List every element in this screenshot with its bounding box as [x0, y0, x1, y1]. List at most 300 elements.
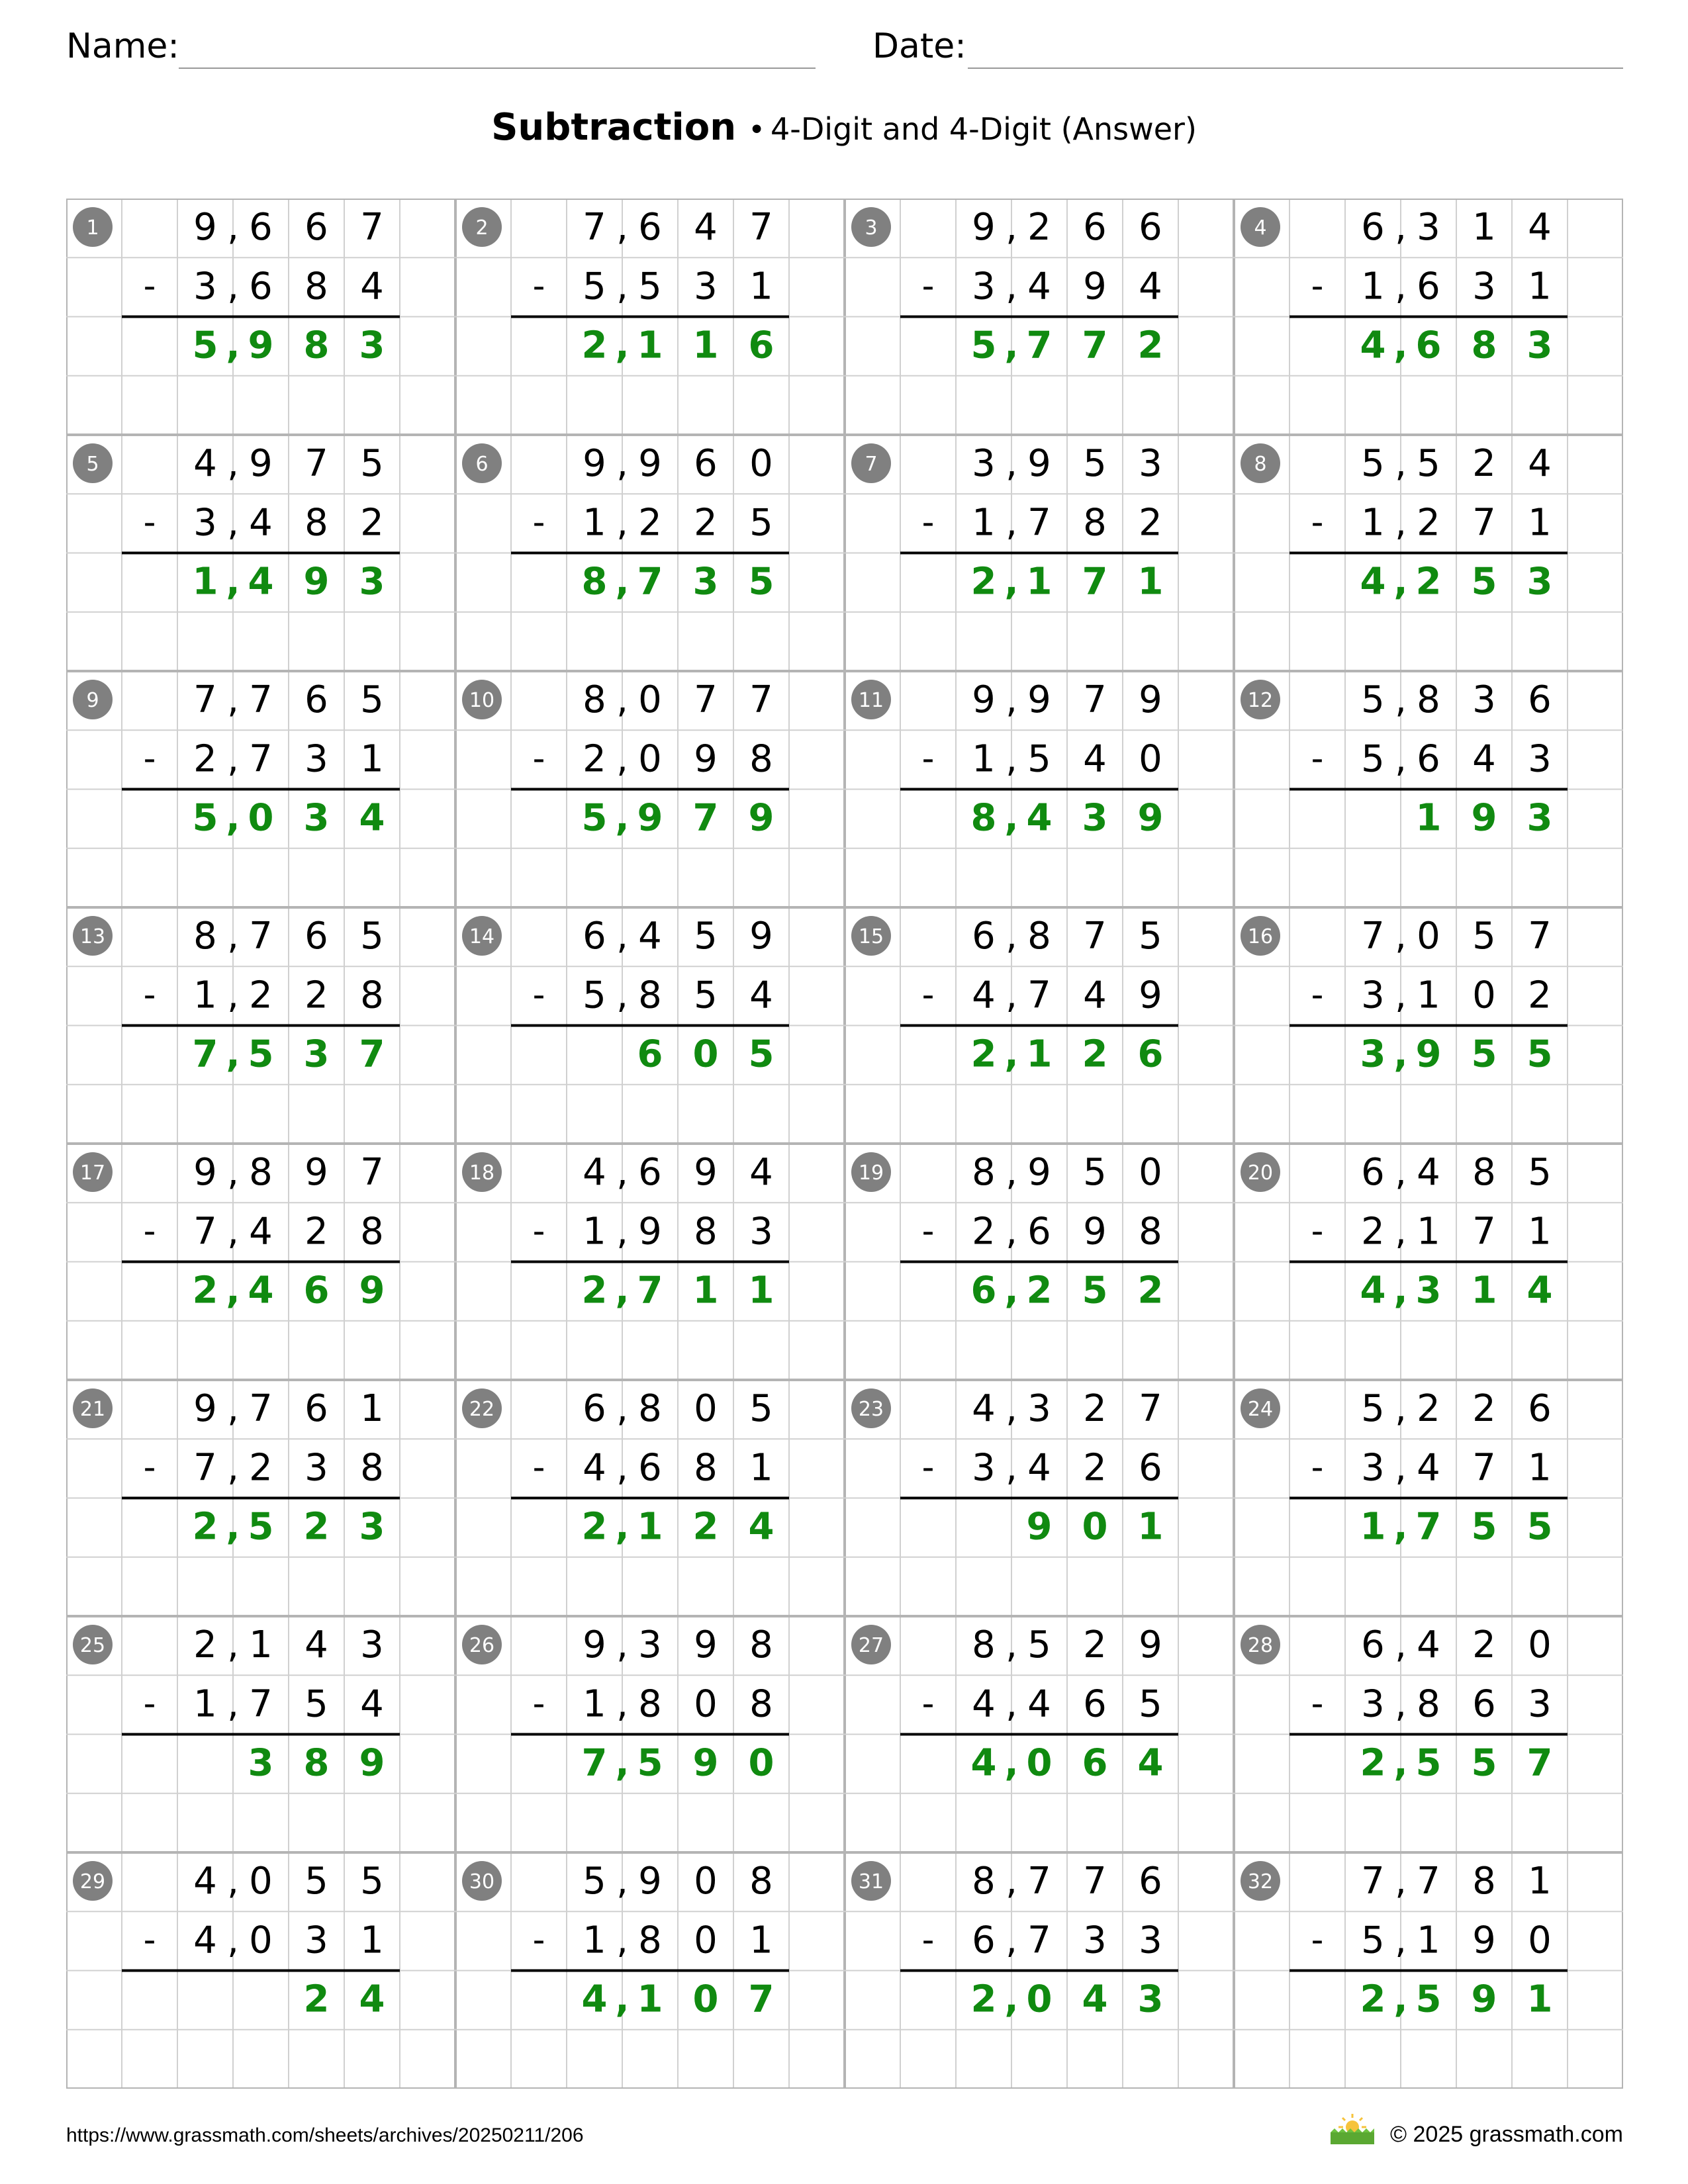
- subtrahend-digit: 1: [749, 1919, 773, 1962]
- answer-comma: ,: [1004, 324, 1019, 367]
- minuend-digit: 2: [1083, 1623, 1107, 1666]
- subtrahend-digit: 4: [1083, 737, 1107, 781]
- minuend-digit: 2: [193, 1623, 217, 1666]
- answer-digit: 1: [1526, 1978, 1553, 2021]
- answer-digit: 3: [1082, 796, 1108, 840]
- subtrahend-comma: ,: [1395, 265, 1407, 308]
- minuend-digit: 7: [1417, 1860, 1440, 1903]
- answer-comma: ,: [1393, 560, 1408, 604]
- title-separator: •: [748, 113, 766, 147]
- name-line[interactable]: [179, 68, 816, 69]
- subtrahend-digit: 1: [972, 501, 996, 545]
- answer-digit: 1: [1360, 1505, 1386, 1549]
- problem-number: 11: [858, 689, 884, 712]
- subtrahend-digit: 0: [694, 1682, 718, 1726]
- subtrahend-digit: 2: [1528, 974, 1552, 1017]
- subtrahend-digit: 1: [1528, 501, 1552, 545]
- answer-digit: 1: [1137, 560, 1164, 604]
- answer-digit: 9: [1415, 1032, 1442, 1076]
- subtrahend-digit: 6: [638, 1446, 662, 1490]
- answer-comma: ,: [1393, 1978, 1408, 2021]
- answer-digit: 0: [1026, 1741, 1053, 1785]
- subtrahend-digit: 8: [1139, 1210, 1162, 1253]
- minuend-digit: 6: [1083, 206, 1107, 249]
- minus-sign: -: [532, 975, 545, 1015]
- subtrahend-digit: 3: [1361, 1446, 1385, 1490]
- minuend-digit: 9: [305, 1151, 328, 1194]
- minus-sign: -: [532, 1211, 545, 1251]
- minuend-digit: 5: [1472, 915, 1496, 958]
- answer-digit: 9: [359, 1741, 385, 1785]
- minuend-digit: 7: [1083, 1860, 1107, 1903]
- answer-digit: 5: [1471, 560, 1497, 604]
- subtrahend-digit: 6: [1417, 265, 1440, 308]
- minuend-digit: 2: [1417, 1387, 1440, 1430]
- title-subtitle: 4-Digit and 4-Digit (Answer): [771, 111, 1197, 147]
- subtrahend-digit: 3: [1472, 265, 1496, 308]
- date-line[interactable]: [968, 68, 1623, 69]
- answer-digit: 2: [970, 1032, 997, 1076]
- subtrahend-digit: 1: [360, 737, 384, 781]
- subtrahend-comma: ,: [227, 1919, 239, 1962]
- minuend-digit: 9: [1027, 678, 1051, 721]
- subtrahend-digit: 2: [249, 974, 273, 1017]
- answer-digit: 4: [1360, 324, 1386, 367]
- answer-comma: ,: [1393, 1032, 1408, 1076]
- answer-digit: 2: [1082, 1032, 1108, 1076]
- minuend-digit: 5: [1528, 1151, 1552, 1194]
- subtrahend-digit: 6: [972, 1919, 996, 1962]
- answer-digit: 6: [303, 1269, 330, 1312]
- minuend-digit: 4: [694, 206, 718, 249]
- answer-digit: 9: [1026, 1505, 1053, 1549]
- minuend-digit: 7: [360, 1151, 384, 1194]
- minuend-digit: 9: [1139, 1623, 1162, 1666]
- minuend-digit: 0: [1417, 915, 1440, 958]
- subtrahend-digit: 5: [1361, 1919, 1385, 1962]
- minuend-comma: ,: [227, 1151, 239, 1194]
- minuend-comma: ,: [227, 1860, 239, 1903]
- answer-digit: 5: [1415, 1978, 1442, 2021]
- minuend-comma: ,: [1006, 678, 1017, 721]
- subtrahend-digit: 4: [1139, 265, 1162, 308]
- answer-digit: 7: [581, 1741, 608, 1785]
- minuend-digit: 9: [972, 206, 996, 249]
- answer-digit: 4: [581, 1978, 608, 2021]
- answer-digit: 8: [581, 560, 608, 604]
- subtrahend-comma: ,: [616, 1919, 628, 1962]
- subtrahend-digit: 4: [1027, 1682, 1051, 1726]
- minuend-digit: 5: [1139, 915, 1162, 958]
- minuend-digit: 7: [583, 206, 606, 249]
- minus-sign: -: [1311, 1920, 1324, 1960]
- answer-comma: ,: [615, 1269, 630, 1312]
- subtrahend-digit: 0: [1528, 1919, 1552, 1962]
- answer-comma: ,: [1004, 1269, 1019, 1312]
- subtrahend-digit: 4: [360, 265, 384, 308]
- subtrahend-digit: 0: [1139, 737, 1162, 781]
- minuend-digit: 6: [305, 206, 328, 249]
- minuend-comma: ,: [1006, 1860, 1017, 1903]
- answer-comma: ,: [1004, 1032, 1019, 1076]
- problem-number: 26: [469, 1634, 495, 1657]
- answer-digit: 6: [637, 1032, 663, 1076]
- minuend-digit: 9: [638, 442, 662, 485]
- problem-number: 27: [858, 1634, 884, 1657]
- subtrahend-comma: ,: [616, 501, 628, 545]
- subtrahend-digit: 3: [1528, 1682, 1552, 1726]
- minuend-digit: 4: [1528, 442, 1552, 485]
- subtrahend-digit: 5: [583, 974, 606, 1017]
- subtrahend-digit: 7: [1027, 1919, 1051, 1962]
- subtrahend-digit: 3: [972, 1446, 996, 1490]
- answer-digit: 2: [970, 1978, 997, 2021]
- minuend-digit: 4: [638, 915, 662, 958]
- problem-number: 22: [469, 1398, 495, 1421]
- subtrahend-comma: ,: [1395, 1210, 1407, 1253]
- minuend-comma: ,: [616, 1387, 628, 1430]
- minuend-digit: 6: [583, 1387, 606, 1430]
- answer-digit: 8: [970, 796, 997, 840]
- page-title: [0, 106, 1688, 149]
- answer-digit: 5: [192, 796, 218, 840]
- answer-digit: 6: [1415, 324, 1442, 367]
- subtrahend-digit: 9: [1139, 974, 1162, 1017]
- minuend-digit: 8: [1417, 678, 1440, 721]
- answer-digit: 7: [692, 796, 719, 840]
- answer-digit: 2: [1026, 1269, 1053, 1312]
- answer-digit: 9: [748, 796, 774, 840]
- subtrahend-digit: 1: [360, 1919, 384, 1962]
- subtrahend-comma: ,: [1006, 501, 1017, 545]
- answer-digit: 1: [1137, 1505, 1164, 1549]
- answer-comma: ,: [615, 324, 630, 367]
- subtrahend-comma: ,: [227, 1682, 239, 1726]
- footer-copyright: © 2025 grassmath.com: [1390, 2122, 1623, 2147]
- minuend-digit: 8: [249, 1151, 273, 1194]
- minus-sign: -: [532, 1447, 545, 1488]
- minuend-digit: 5: [749, 1387, 773, 1430]
- answer-digit: 1: [637, 324, 663, 367]
- answer-comma: ,: [1004, 1741, 1019, 1785]
- answer-digit: 3: [248, 1741, 274, 1785]
- problem-number: 3: [865, 216, 878, 240]
- minus-sign: -: [143, 1920, 156, 1960]
- subtrahend-digit: 4: [249, 1210, 273, 1253]
- minuend-digit: 1: [1472, 206, 1496, 249]
- subtrahend-digit: 1: [583, 501, 606, 545]
- minuend-digit: 2: [1083, 1387, 1107, 1430]
- answer-digit: 2: [970, 560, 997, 604]
- minuend-digit: 3: [1472, 678, 1496, 721]
- problem-number: 1: [86, 216, 99, 240]
- subtrahend-digit: 4: [193, 1919, 217, 1962]
- answer-digit: 5: [637, 1741, 663, 1785]
- minus-sign: -: [921, 1920, 935, 1960]
- minuend-digit: 8: [972, 1623, 996, 1666]
- minuend-comma: ,: [616, 1860, 628, 1903]
- minuend-digit: 3: [1417, 206, 1440, 249]
- minuend-digit: 4: [1417, 1151, 1440, 1194]
- minus-sign: -: [1311, 739, 1324, 779]
- subtrahend-digit: 1: [972, 737, 996, 781]
- minuend-digit: 4: [193, 442, 217, 485]
- answer-digit: 3: [692, 560, 719, 604]
- answer-digit: 4: [248, 1269, 274, 1312]
- minuend-comma: ,: [616, 1623, 628, 1666]
- minuend-comma: ,: [616, 915, 628, 958]
- answer-digit: 4: [1526, 1269, 1553, 1312]
- minuend-comma: ,: [616, 442, 628, 485]
- answer-digit: 3: [359, 1505, 385, 1549]
- minuend-digit: 7: [1361, 915, 1385, 958]
- minuend-digit: 7: [249, 1387, 273, 1430]
- subtrahend-digit: 8: [638, 1682, 662, 1726]
- answer-digit: 2: [1360, 1978, 1386, 2021]
- answer-digit: 1: [1026, 560, 1053, 604]
- subtrahend-comma: ,: [1006, 1919, 1017, 1962]
- name-label: Name:: [66, 26, 179, 66]
- subtrahend-digit: 8: [694, 1210, 718, 1253]
- minus-sign: -: [921, 1684, 935, 1724]
- answer-digit: 5: [1471, 1741, 1497, 1785]
- minuend-digit: 5: [1083, 442, 1107, 485]
- subtrahend-digit: 8: [305, 501, 328, 545]
- minuend-digit: 8: [1472, 1860, 1496, 1903]
- answer-digit: 5: [1526, 1505, 1553, 1549]
- answer-digit: 1: [637, 1505, 663, 1549]
- minuend-digit: 3: [972, 442, 996, 485]
- problem-number: 30: [469, 1870, 495, 1893]
- subtrahend-digit: 2: [972, 1210, 996, 1253]
- minuend-digit: 1: [360, 1387, 384, 1430]
- subtrahend-digit: 8: [360, 1446, 384, 1490]
- minus-sign: -: [143, 1211, 156, 1251]
- minuend-comma: ,: [1006, 1623, 1017, 1666]
- minuend-digit: 0: [1528, 1623, 1552, 1666]
- minuend-digit: 8: [972, 1860, 996, 1903]
- minuend-digit: 5: [360, 442, 384, 485]
- problem-number: 19: [858, 1161, 884, 1185]
- minuend-digit: 9: [1027, 1151, 1051, 1194]
- subtrahend-comma: ,: [1395, 974, 1407, 1017]
- answer-digit: 3: [1526, 796, 1553, 840]
- answer-digit: 5: [970, 324, 997, 367]
- subtrahend-digit: 1: [583, 1919, 606, 1962]
- problem-number: 18: [469, 1161, 495, 1185]
- worksheet-grid: [66, 199, 1623, 2089]
- minuend-digit: 7: [1083, 678, 1107, 721]
- answer-digit: 4: [1137, 1741, 1164, 1785]
- answer-digit: 5: [192, 324, 218, 367]
- subtrahend-comma: ,: [616, 265, 628, 308]
- minuend-digit: 1: [1528, 1860, 1552, 1903]
- subtrahend-comma: ,: [1395, 1682, 1407, 1726]
- subtrahend-digit: 1: [1528, 1210, 1552, 1253]
- minuend-digit: 5: [1361, 678, 1385, 721]
- subtrahend-digit: 2: [694, 501, 718, 545]
- subtrahend-digit: 4: [249, 501, 273, 545]
- minuend-comma: ,: [1006, 1151, 1017, 1194]
- subtrahend-digit: 5: [694, 974, 718, 1017]
- subtrahend-digit: 8: [749, 737, 773, 781]
- problem-number: 10: [469, 689, 495, 712]
- minuend-digit: 7: [1139, 1387, 1162, 1430]
- subtrahend-digit: 6: [1083, 1682, 1107, 1726]
- answer-digit: 3: [303, 1032, 330, 1076]
- problem-number: 25: [79, 1634, 106, 1657]
- subtrahend-digit: 2: [249, 1446, 273, 1490]
- minuend-comma: ,: [227, 1623, 239, 1666]
- subtrahend-digit: 8: [360, 974, 384, 1017]
- minus-sign: -: [532, 1684, 545, 1724]
- minuend-digit: 9: [694, 1623, 718, 1666]
- answer-digit: 4: [748, 1505, 774, 1549]
- subtrahend-digit: 5: [1027, 737, 1051, 781]
- answer-digit: 7: [359, 1032, 385, 1076]
- answer-digit: 1: [1415, 796, 1442, 840]
- subtrahend-digit: 8: [1417, 1682, 1440, 1726]
- subtrahend-digit: 1: [1417, 1919, 1440, 1962]
- answer-digit: 8: [303, 1741, 330, 1785]
- subtrahend-digit: 1: [583, 1210, 606, 1253]
- answer-digit: 7: [1415, 1505, 1442, 1549]
- minuend-digit: 5: [583, 1860, 606, 1903]
- minuend-digit: 4: [972, 1387, 996, 1430]
- answer-digit: 5: [748, 1032, 774, 1076]
- answer-digit: 3: [1526, 560, 1553, 604]
- minus-sign: -: [921, 975, 935, 1015]
- minus-sign: -: [921, 502, 935, 543]
- subtrahend-digit: 2: [1139, 501, 1162, 545]
- answer-digit: 6: [970, 1269, 997, 1312]
- answer-digit: 9: [359, 1269, 385, 1312]
- minus-sign: -: [921, 1447, 935, 1488]
- minuend-digit: 0: [249, 1860, 273, 1903]
- subtrahend-comma: ,: [616, 1210, 628, 1253]
- subtrahend-digit: 4: [749, 974, 773, 1017]
- minuend-digit: 0: [694, 1387, 718, 1430]
- answer-digit: 0: [1082, 1505, 1108, 1549]
- minus-sign: -: [1311, 502, 1324, 543]
- minus-sign: -: [921, 1211, 935, 1251]
- answer-digit: 4: [1360, 560, 1386, 604]
- subtrahend-digit: 5: [638, 265, 662, 308]
- problem-number: 17: [79, 1161, 106, 1185]
- answer-digit: 4: [359, 1978, 385, 2021]
- answer-digit: 4: [970, 1741, 997, 1785]
- subtrahend-digit: 4: [972, 1682, 996, 1726]
- minuend-digit: 6: [305, 915, 328, 958]
- problem-number: 6: [475, 453, 489, 476]
- problem-number: 23: [858, 1398, 884, 1421]
- answer-digit: 2: [1360, 1741, 1386, 1785]
- minuend-digit: 9: [1139, 678, 1162, 721]
- minus-sign: -: [1311, 975, 1324, 1015]
- answer-digit: 8: [303, 324, 330, 367]
- subtrahend-comma: ,: [1006, 737, 1017, 781]
- answer-digit: 1: [692, 1269, 719, 1312]
- subtrahend-digit: 8: [360, 1210, 384, 1253]
- minus-sign: -: [143, 975, 156, 1015]
- answer-digit: 2: [192, 1505, 218, 1549]
- minuend-comma: ,: [1395, 206, 1407, 249]
- answer-digit: 2: [1415, 560, 1442, 604]
- minuend-digit: 9: [638, 1860, 662, 1903]
- subtrahend-comma: ,: [227, 737, 239, 781]
- minus-sign: -: [1311, 1211, 1324, 1251]
- minuend-digit: 5: [694, 915, 718, 958]
- minuend-digit: 5: [360, 678, 384, 721]
- minuend-comma: ,: [616, 1151, 628, 1194]
- minuend-digit: 6: [1528, 678, 1552, 721]
- problem-number: 31: [858, 1870, 884, 1893]
- subtrahend-digit: 5: [583, 265, 606, 308]
- minuend-digit: 3: [1027, 1387, 1051, 1430]
- minuend-digit: 9: [749, 915, 773, 958]
- subtrahend-digit: 4: [360, 1682, 384, 1726]
- minuend-digit: 7: [249, 915, 273, 958]
- problem-number: 24: [1247, 1398, 1274, 1421]
- subtrahend-comma: ,: [616, 1682, 628, 1726]
- subtrahend-comma: ,: [616, 974, 628, 1017]
- answer-comma: ,: [226, 796, 240, 840]
- problem-number: 32: [1247, 1870, 1274, 1893]
- answer-digit: 0: [1026, 1978, 1053, 2021]
- problem-number: 14: [469, 925, 495, 948]
- subtrahend-digit: 2: [1083, 1446, 1107, 1490]
- minuend-digit: 6: [638, 206, 662, 249]
- minuend-digit: 9: [972, 678, 996, 721]
- subtrahend-digit: 7: [1472, 1446, 1496, 1490]
- answer-digit: 3: [1415, 1269, 1442, 1312]
- subtrahend-digit: 1: [193, 1682, 217, 1726]
- answer-digit: 9: [692, 1741, 719, 1785]
- subtrahend-digit: 3: [749, 1210, 773, 1253]
- minuend-digit: 9: [193, 1387, 217, 1430]
- minuend-digit: 6: [1139, 1860, 1162, 1903]
- answer-digit: 7: [1026, 324, 1053, 367]
- problem-number: 16: [1247, 925, 1274, 948]
- minuend-comma: ,: [1395, 1623, 1407, 1666]
- answer-digit: 3: [359, 560, 385, 604]
- minuend-digit: 0: [638, 678, 662, 721]
- minuend-digit: 9: [1027, 442, 1051, 485]
- minus-sign: -: [143, 739, 156, 779]
- title-main: Subtraction: [491, 106, 737, 149]
- answer-digit: 4: [359, 796, 385, 840]
- minus-sign: -: [143, 266, 156, 306]
- subtrahend-digit: 1: [1417, 974, 1440, 1017]
- problem-number: 2: [475, 216, 489, 240]
- answer-digit: 9: [1137, 796, 1164, 840]
- subtrahend-comma: ,: [227, 265, 239, 308]
- answer-digit: 2: [692, 1505, 719, 1549]
- answer-comma: ,: [615, 1741, 630, 1785]
- problem-number: 5: [86, 453, 99, 476]
- subtrahend-digit: 1: [1417, 1210, 1440, 1253]
- answer-comma: ,: [1393, 324, 1408, 367]
- subtrahend-digit: 5: [749, 501, 773, 545]
- minuend-comma: ,: [616, 206, 628, 249]
- answer-digit: 0: [692, 1032, 719, 1076]
- minuend-digit: 8: [1027, 915, 1051, 958]
- minuend-digit: 6: [1139, 206, 1162, 249]
- subtrahend-digit: 4: [583, 1446, 606, 1490]
- minuend-digit: 5: [360, 1860, 384, 1903]
- answer-digit: 3: [1526, 324, 1553, 367]
- minuend-comma: ,: [1395, 1151, 1407, 1194]
